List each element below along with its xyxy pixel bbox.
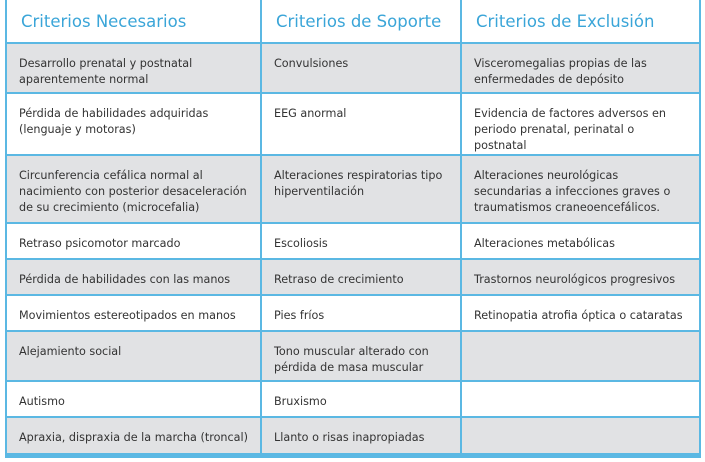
cell-exclusion: Alteraciones neurológicas secundarias a infecciones graves o traumatismos craneoencefálicos. [461,155,700,223]
table-row [6,155,700,223]
cell-soporte: Llanto o risas inapropiadas [261,417,461,455]
header-exclusion: Criterios de Exclusión [461,0,700,43]
cell-soporte: Alteraciones respiratorias tipo hiperventilación [261,155,461,223]
cell-exclusion: Alteraciones metabólicas [461,223,700,259]
criteria-table [5,0,701,458]
cell-soporte: Tono muscular alterado con pérdida de masa muscular [261,331,461,381]
cell-necesario: Pérdida de habilidades con las manos [6,259,261,295]
cell-exclusion: Retinopatia atrofia óptica o cataratas [461,295,700,331]
cell-necesario: Movimientos estereotipados en manos [6,295,261,331]
cell-necesario: Autismo [6,381,261,417]
cell-exclusion: Trastornos neurológicos progresivos [461,259,700,295]
cell-exclusion: Visceromegalias propias de las enfermedades de depósito [461,43,700,93]
table-row [6,43,700,93]
cell-soporte: Retraso de crecimiento [261,259,461,295]
cell-exclusion [461,331,700,381]
table-row [6,295,700,331]
cell-exclusion [461,381,700,417]
table-row [6,331,700,381]
header-soporte: Criterios de Soporte [261,0,461,43]
header-necesarios: Criterios Necesarios [6,0,261,43]
cell-exclusion: Evidencia de factores adversos en periodo prenatal, perinatal o postnatal [461,93,700,155]
table-row [6,223,700,259]
cell-necesario: Pérdida de habilidades adquiridas (lenguaje y motoras) [6,93,261,155]
cell-soporte: Escoliosis [261,223,461,259]
cell-necesario: Apraxia, dispraxia de la marcha (troncal) [6,417,261,455]
cell-soporte: Bruxismo [261,381,461,417]
cell-necesario: Desarrollo prenatal y postnatal aparentemente normal [6,43,261,93]
cell-necesario: Retraso psicomotor marcado [6,223,261,259]
table-row [6,417,700,455]
cell-necesario: Circunferencia cefálica normal al nacimiento con posterior desaceleración de su crecimiento (microcefalia) [6,155,261,223]
cell-necesario: Alejamiento social [6,331,261,381]
header-row [6,0,700,43]
table-row [6,93,700,155]
cell-soporte: Convulsiones [261,43,461,93]
cell-soporte: EEG anormal [261,93,461,155]
cell-soporte: Pies fríos [261,295,461,331]
table-row [6,381,700,417]
cell-exclusion [461,417,700,455]
table-row [6,259,700,295]
